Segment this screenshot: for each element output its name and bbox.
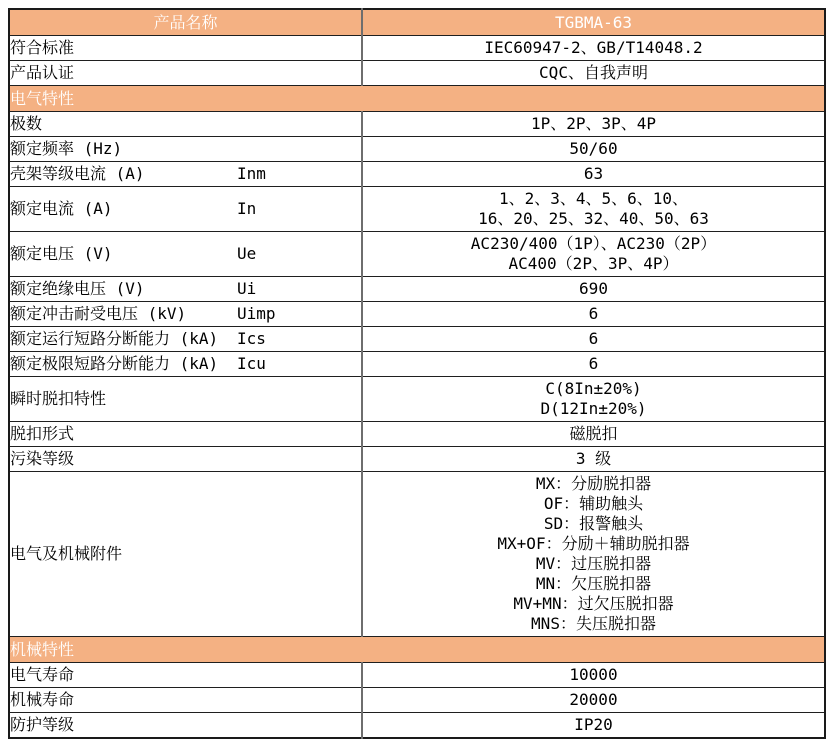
row-label-wrap — [10, 63, 361, 83]
row-value-cell — [362, 277, 825, 302]
row-value-line: 3 级 — [575, 449, 612, 468]
table-row — [9, 663, 825, 688]
row-label-wrap — [10, 715, 361, 735]
row-label: 额定极限短路分断能力 (kA) — [10, 354, 219, 373]
table-row — [9, 352, 825, 377]
row-value-line: 6 — [588, 354, 599, 373]
row-label-wrap — [10, 13, 361, 33]
row-label: 壳架等级电流 (A) — [10, 164, 145, 183]
row-value-line: 20000 — [569, 690, 618, 709]
row-label-wrap — [10, 114, 361, 134]
spec-table — [8, 8, 826, 739]
row-label-cell — [9, 232, 362, 277]
spec-table-body — [9, 9, 825, 738]
row-value-cell — [362, 137, 825, 162]
row-value-line: 1P、2P、3P、4P — [530, 114, 657, 133]
row-value-cell — [362, 187, 825, 232]
row-value-line: 10000 — [569, 665, 618, 684]
row-value-line: IP20 — [574, 715, 613, 734]
row-label-cell — [9, 688, 362, 713]
row-value-cell — [362, 302, 825, 327]
row-label: 瞬时脱扣特性 — [10, 389, 107, 408]
row-label: 极数 — [10, 114, 43, 133]
row-label-wrap — [10, 389, 361, 409]
section-title: 机械特性 — [9, 637, 825, 663]
row-value-line: 63 — [583, 164, 604, 183]
row-label-wrap — [10, 199, 361, 219]
row-parameter-symbol: Ue — [237, 244, 257, 263]
row-parameter-symbol: Uimp — [237, 304, 276, 323]
table-row — [9, 162, 825, 187]
row-parameter-symbol: Ics — [237, 329, 266, 348]
row-label: 污染等级 — [10, 449, 75, 468]
row-label-cell — [9, 713, 362, 739]
table-row — [9, 327, 825, 352]
table-row — [9, 112, 825, 137]
row-label: 额定频率 (Hz) — [10, 139, 123, 158]
row-label-cell — [9, 327, 362, 352]
table-row — [9, 137, 825, 162]
row-value-line: IEC60947-2、GB/T14048.2 — [484, 38, 703, 57]
row-value-cell — [362, 232, 825, 277]
row-label-cell — [9, 663, 362, 688]
row-value-cell — [362, 36, 825, 61]
row-label-wrap — [10, 304, 361, 324]
table-row — [9, 447, 825, 472]
row-value-cell — [362, 9, 825, 36]
row-parameter-symbol: Inm — [237, 164, 266, 183]
row-label-cell — [9, 137, 362, 162]
row-label-wrap — [10, 354, 361, 374]
table-row — [9, 61, 825, 86]
row-label: 电气及机械附件 — [10, 544, 123, 563]
row-value-line: TGBMA-63 — [554, 12, 633, 32]
row-value-line: 磁脱扣 — [569, 424, 618, 443]
row-value-line: MNS：失压脱扣器 — [531, 614, 656, 633]
row-label-wrap — [10, 544, 361, 564]
row-label-cell — [9, 377, 362, 422]
row-value-cell — [362, 352, 825, 377]
row-label-wrap — [10, 244, 361, 264]
table-row — [9, 472, 825, 637]
section-title: 电气特性 — [9, 86, 825, 112]
row-value-cell — [362, 162, 825, 187]
row-label: 符合标准 — [10, 38, 75, 57]
row-parameter-symbol: Icu — [237, 354, 266, 373]
row-label: 产品名称 — [153, 12, 218, 32]
row-label-cell — [9, 112, 362, 137]
table-row — [9, 187, 825, 232]
table-row — [9, 377, 825, 422]
row-label-cell — [9, 61, 362, 86]
row-value-cell — [362, 447, 825, 472]
row-value-cell — [362, 327, 825, 352]
table-row — [9, 422, 825, 447]
header-row — [9, 9, 825, 36]
row-value-line: 6 — [588, 304, 599, 323]
row-value-cell — [362, 472, 825, 637]
row-label-cell — [9, 187, 362, 232]
row-value-line: C(8In±20%) — [545, 379, 642, 398]
table-row — [9, 688, 825, 713]
row-label-wrap — [10, 139, 361, 159]
row-label-cell — [9, 9, 362, 36]
row-value-line: 6 — [588, 329, 599, 348]
row-value-line: MX：分励脱扣器 — [535, 474, 652, 493]
row-label-wrap — [10, 690, 361, 710]
row-value-cell — [362, 713, 825, 739]
row-label-cell — [9, 422, 362, 447]
row-value-line: AC400（2P、3P、4P） — [508, 254, 679, 273]
row-label-wrap — [10, 38, 361, 58]
row-label-wrap — [10, 665, 361, 685]
row-label-wrap — [10, 279, 361, 299]
row-value-line: MV：过压脱扣器 — [535, 554, 652, 573]
row-label: 额定绝缘电压 (V) — [10, 279, 145, 298]
row-value-cell — [362, 61, 825, 86]
row-value-line: AC230/400（1P）、AC230（2P） — [470, 234, 717, 253]
row-value-cell — [362, 422, 825, 447]
row-value-cell — [362, 377, 825, 422]
table-row — [9, 277, 825, 302]
row-value-line: MX+OF：分励＋辅助脱扣器 — [497, 534, 690, 553]
row-value-cell — [362, 663, 825, 688]
row-label-cell — [9, 472, 362, 637]
row-label: 额定运行短路分断能力 (kA) — [10, 329, 219, 348]
row-label: 额定电压 (V) — [10, 244, 113, 263]
section-row — [9, 86, 825, 112]
row-label-cell — [9, 302, 362, 327]
row-value-line: OF：辅助触头 — [543, 494, 644, 513]
row-value-line: 1、2、3、4、5、6、10、 — [498, 189, 689, 208]
row-value-line: CQC、自我声明 — [539, 63, 648, 82]
row-value-line: 50/60 — [569, 139, 618, 158]
row-label-cell — [9, 352, 362, 377]
row-value-line: 16、20、25、32、40、50、63 — [478, 209, 709, 228]
row-label-wrap — [10, 449, 361, 469]
row-label: 产品认证 — [10, 63, 75, 82]
table-row — [9, 232, 825, 277]
row-label: 电气寿命 — [10, 665, 75, 684]
table-row — [9, 302, 825, 327]
row-label: 额定电流 (A) — [10, 199, 113, 218]
row-value-line: SD：报警触头 — [543, 514, 644, 533]
row-value-line: MV+MN：过欠压脱扣器 — [513, 594, 674, 613]
row-value-line: D(12In±20%) — [540, 399, 647, 418]
row-label: 防护等级 — [10, 715, 75, 734]
row-parameter-symbol: Ui — [237, 279, 257, 298]
row-value-cell — [362, 688, 825, 713]
row-value-line: 690 — [579, 279, 608, 298]
row-label: 脱扣形式 — [10, 424, 75, 443]
row-label: 机械寿命 — [10, 690, 75, 709]
table-row — [9, 36, 825, 61]
row-label-wrap — [10, 329, 361, 349]
row-label-wrap — [10, 424, 361, 444]
row-value-line: MN：欠压脱扣器 — [535, 574, 652, 593]
row-parameter-symbol: In — [237, 199, 257, 218]
row-label-cell — [9, 447, 362, 472]
row-label-cell — [9, 277, 362, 302]
table-row — [9, 713, 825, 739]
section-row — [9, 637, 825, 663]
row-value-cell — [362, 112, 825, 137]
row-label-wrap — [10, 164, 361, 184]
row-label-cell — [9, 162, 362, 187]
row-label-cell — [9, 36, 362, 61]
row-label: 额定冲击耐受电压 (kV) — [10, 304, 187, 323]
